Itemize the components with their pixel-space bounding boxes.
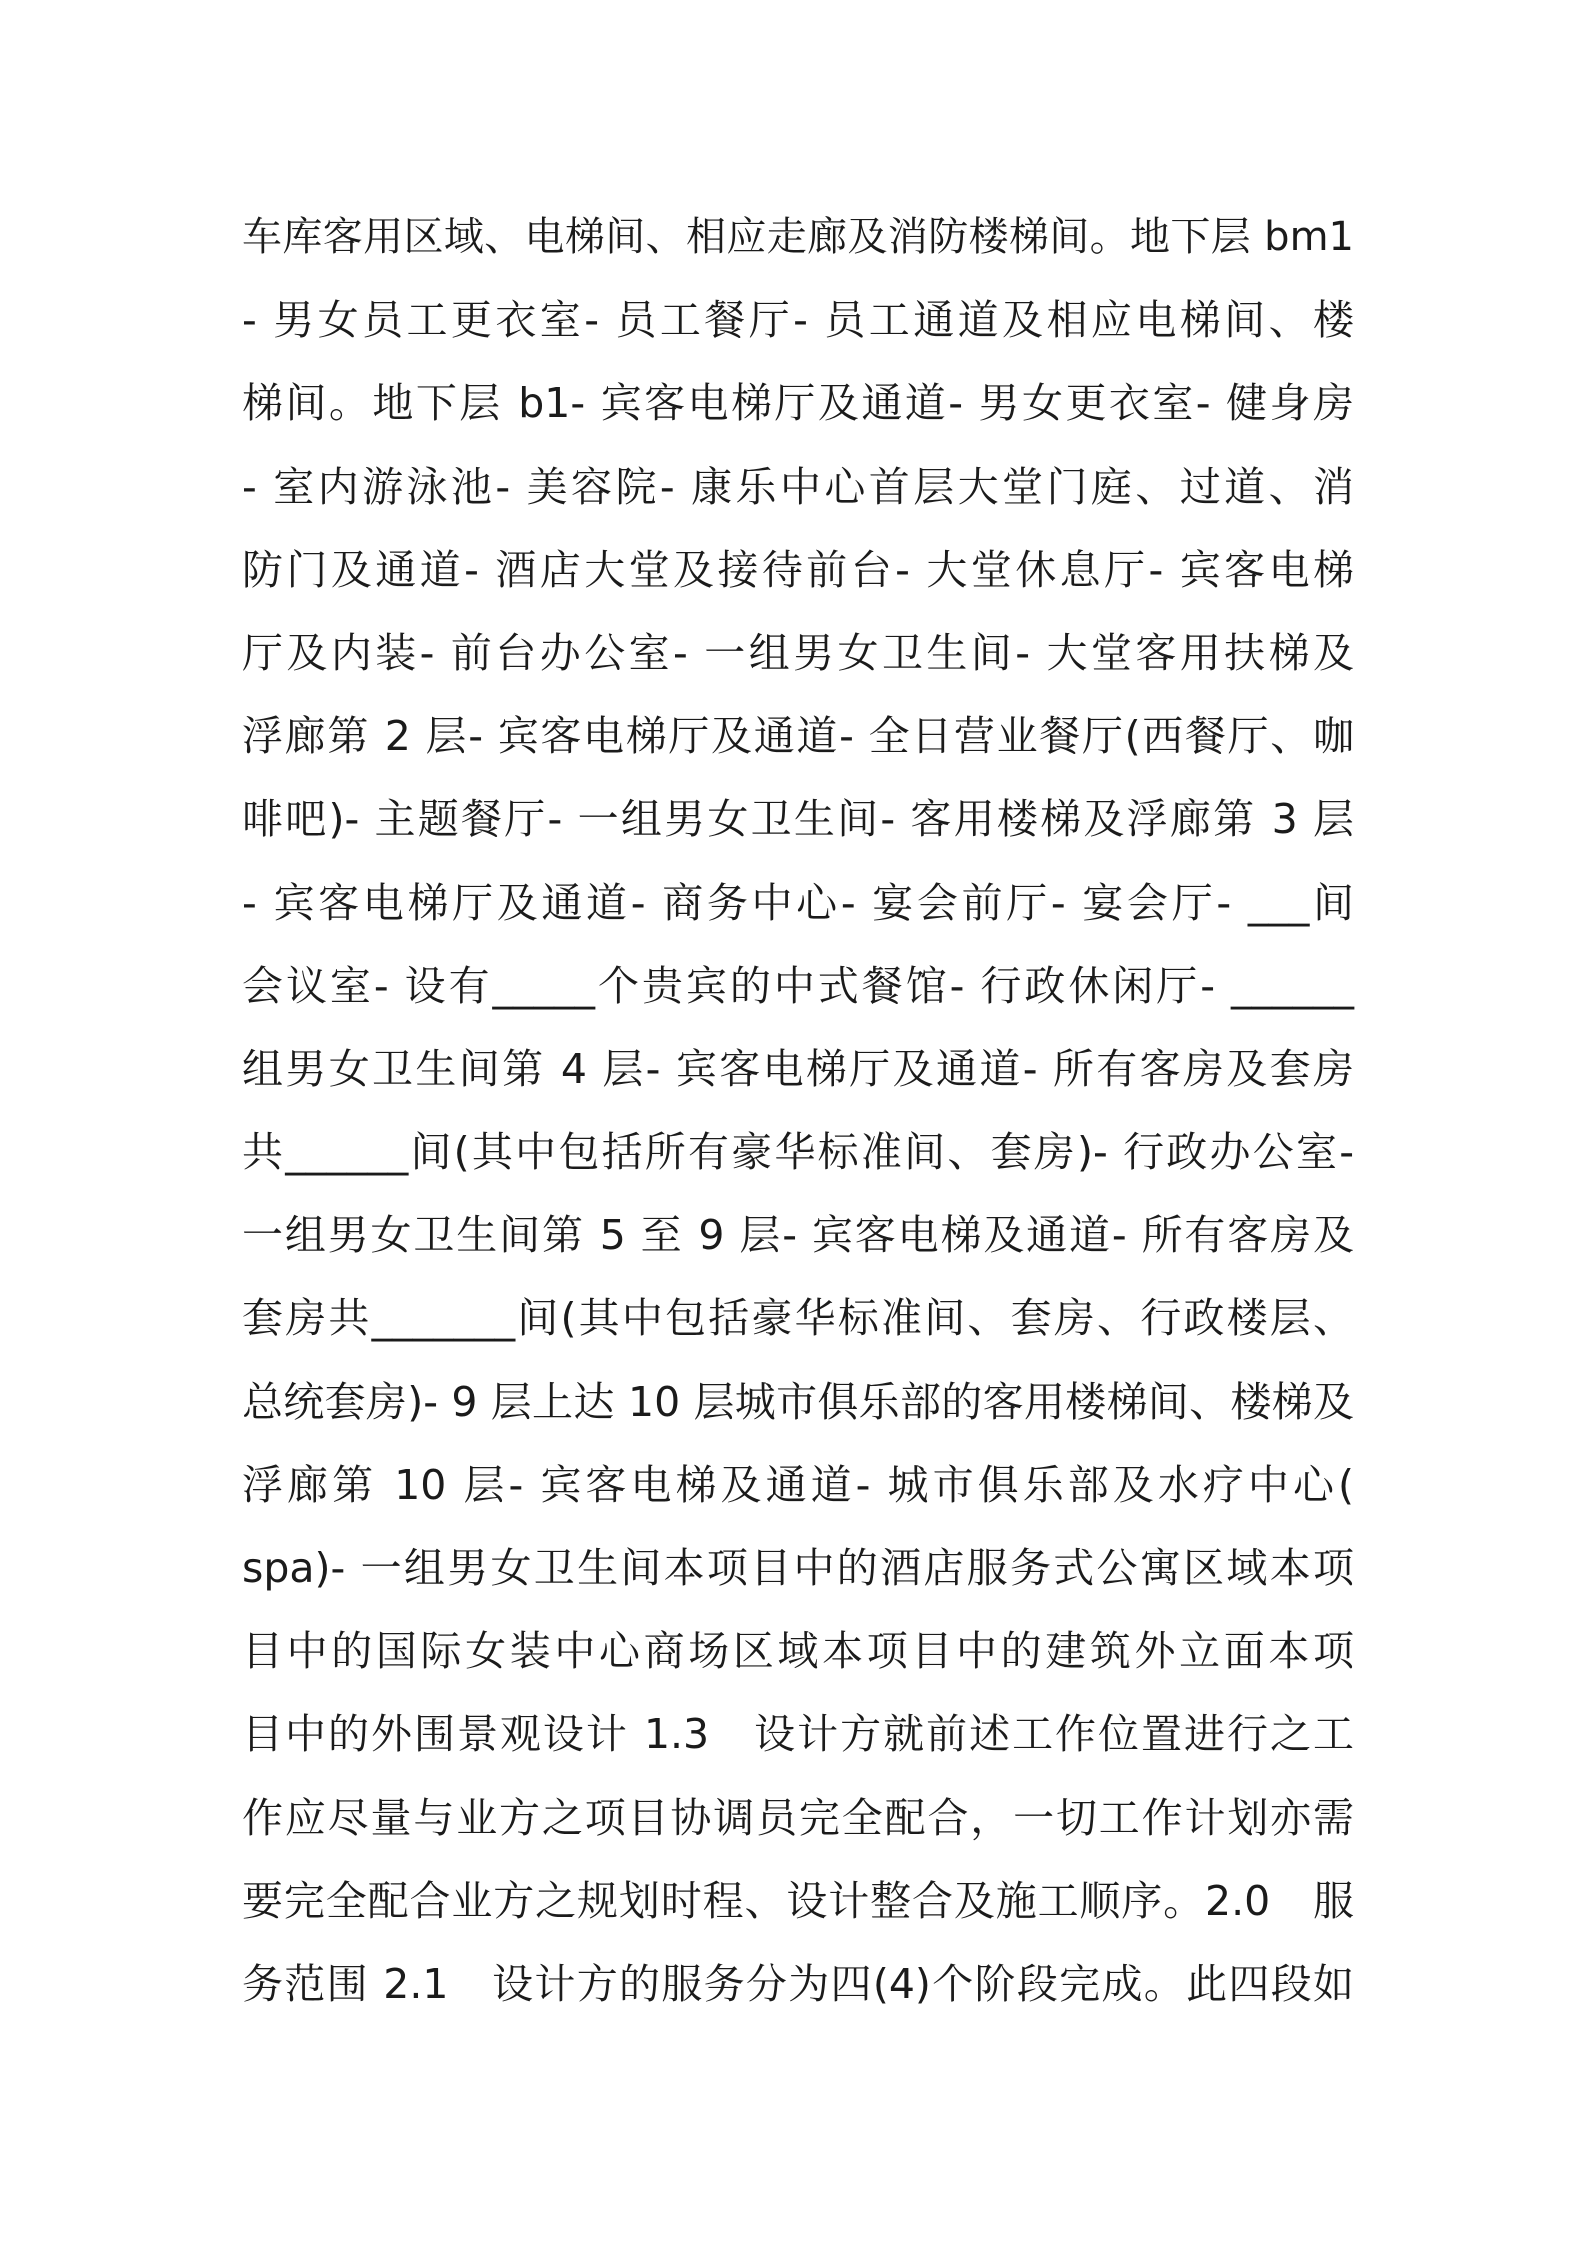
- text-line: 车库客用区域、电梯间、相应走廊及消防楼梯间。地下层 bm1: [242, 214, 1354, 260]
- text-line: 厅及内装- 前台办公室- 一组男女卫生间- 大堂客用扶梯及: [242, 628, 1354, 677]
- text-line: 防门及通道- 酒店大堂及接待前台- 大堂休息厅- 宾客电梯: [242, 545, 1354, 594]
- text-line: 套房共_______间(其中包括豪华标准间、套房、行政楼层、: [242, 1294, 1354, 1343]
- text-line: 总统套房)- 9 层上达 10 层城市俱乐部的客用楼梯间、楼梯及: [242, 1377, 1354, 1426]
- text-line: 务范围 2.1 设计方的服务分为四(4)个阶段完成。此四段如: [242, 1959, 1354, 2008]
- text-line: - 男女员工更衣室- 员工餐厅- 员工通道及相应电梯间、楼: [242, 296, 1354, 345]
- text-line: - 宾客电梯厅及通道- 商务中心- 宴会前厅- 宴会厅- ___间: [242, 878, 1354, 927]
- text-line: 目中的国际女装中心商场区域本项目中的建筑外立面本项: [242, 1627, 1354, 1676]
- text-line: 浮廊第 2 层- 宾客电梯厅及通道- 全日营业餐厅(西餐厅、咖: [242, 712, 1354, 761]
- text-line: 作应尽量与业方之项目协调员完全配合，一切工作计划亦需: [242, 1793, 1354, 1842]
- text-line: 会议室- 设有_____个贵宾的中式餐馆- 行政休闲厅- ______: [242, 961, 1354, 1010]
- text-line: 要完全配合业方之规划时程、设计整合及施工顺序。2.0 服: [242, 1876, 1354, 1925]
- text-line: 梯间。地下层 b1- 宾客电梯厅及通道- 男女更衣室- 健身房: [242, 379, 1354, 428]
- document-body-text: [242, 196, 1354, 2026]
- text-line: spa)- 一组男女卫生间本项目中的酒店服务式公寓区域本项: [242, 1544, 1354, 1592]
- text-line: 目中的外围景观设计 1.3 设计方就前述工作位置进行之工: [242, 1710, 1354, 1759]
- text-line: 共______间(其中包括所有豪华标准间、套房)- 行政办公室-: [242, 1128, 1354, 1177]
- text-line: 组男女卫生间第 4 层- 宾客电梯厅及通道- 所有客房及套房: [242, 1044, 1354, 1093]
- text-line: 啡吧)- 主题餐厅- 一组男女卫生间- 客用楼梯及浮廊第 3 层: [242, 795, 1354, 844]
- text-line: 一组男女卫生间第 5 至 9 层- 宾客电梯及通道- 所有客房及: [242, 1211, 1354, 1260]
- text-line: - 室内游泳池- 美容院- 康乐中心首层大堂门庭、过道、消: [242, 462, 1354, 511]
- text-line: 浮廊第 10 层- 宾客电梯及通道- 城市俱乐部及水疗中心(: [242, 1460, 1354, 1509]
